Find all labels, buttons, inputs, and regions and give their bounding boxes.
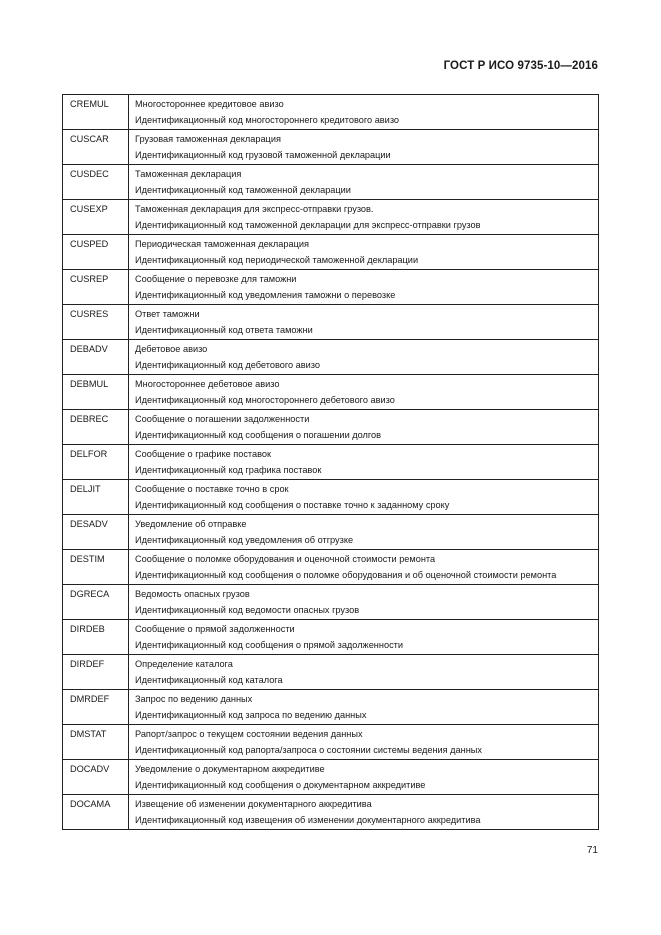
message-identifier: Идентификационный код уведомления таможни о перевозке xyxy=(135,289,396,300)
message-identifier: Идентификационный код сообщения о прямой задолженности xyxy=(135,639,403,650)
message-identifier: Идентификационный код графика поставок xyxy=(135,464,322,475)
message-description xyxy=(129,690,599,725)
message-name: Определение каталога xyxy=(135,659,233,669)
message-identifier: Идентификационный код дебетового авизо xyxy=(135,359,320,370)
table-body xyxy=(63,95,599,830)
message-code: CREMUL xyxy=(63,95,129,130)
table-row xyxy=(63,95,599,130)
message-identifier: Идентификационный код уведомления об отгрузке xyxy=(135,534,354,545)
table-row xyxy=(63,445,599,480)
message-code: DELFOR xyxy=(63,445,129,480)
message-name: Многостороннее дебетовое авизо xyxy=(135,379,280,389)
message-name: Ответ таможни xyxy=(135,309,200,319)
table-row xyxy=(63,270,599,305)
message-name: Ведомость опасных грузов xyxy=(135,589,250,599)
message-codes-table xyxy=(62,94,599,830)
message-identifier: Идентификационный код многостороннего кредитового авизо xyxy=(135,114,400,125)
message-description xyxy=(129,235,599,270)
message-name: Уведомление о документарном аккредитиве xyxy=(135,764,325,774)
message-description xyxy=(129,795,599,830)
message-description xyxy=(129,270,599,305)
message-description xyxy=(129,95,599,130)
message-description xyxy=(129,375,599,410)
page-number: 71 xyxy=(586,845,598,856)
message-name: Сообщение о перевозке для таможни xyxy=(135,274,297,284)
table-row xyxy=(63,795,599,830)
message-identifier: Идентификационный код каталога xyxy=(135,674,283,685)
message-description xyxy=(129,585,599,620)
table-row xyxy=(63,585,599,620)
message-name: Извещение об изменении документарного аккредитива xyxy=(135,799,372,809)
table-row xyxy=(63,655,599,690)
message-code: DGRECA xyxy=(63,585,129,620)
message-identifier: Идентификационный код запроса по ведению данных xyxy=(135,709,367,720)
message-identifier: Идентификационный код сообщения о поломке оборудования и об оценочной стоимости ремонта xyxy=(135,569,557,580)
table-row xyxy=(63,130,599,165)
message-name: Дебетовое авизо xyxy=(135,344,208,354)
table-row xyxy=(63,200,599,235)
message-description xyxy=(129,410,599,445)
message-code: DELJIT xyxy=(63,480,129,515)
table-row xyxy=(63,515,599,550)
message-description xyxy=(129,340,599,375)
message-description xyxy=(129,725,599,760)
message-description xyxy=(129,515,599,550)
message-identifier: Идентификационный код сообщения о документарном аккредитиве xyxy=(135,779,426,790)
message-name: Периодическая таможенная декларация xyxy=(135,239,309,249)
message-code: CUSEXP xyxy=(63,200,129,235)
message-identifier: Идентификационный код ответа таможни xyxy=(135,324,313,335)
message-code: DIRDEF xyxy=(63,655,129,690)
message-code: CUSCAR xyxy=(63,130,129,165)
message-identifier: Идентификационный код ведомости опасных грузов xyxy=(135,604,360,615)
message-description xyxy=(129,760,599,795)
document-header: ГОСТ Р ИСО 9735-10—2016 xyxy=(443,60,598,72)
message-identifier: Идентификационный код грузовой таможенной декларации xyxy=(135,149,391,160)
message-name: Грузовая таможенная декларация xyxy=(135,134,281,144)
message-name: Сообщение о графике поставок xyxy=(135,449,272,459)
table-row xyxy=(63,375,599,410)
table-row xyxy=(63,235,599,270)
message-code: DEBREC xyxy=(63,410,129,445)
message-identifier: Идентификационный код извещения об изменении документарного аккредитива xyxy=(135,814,481,825)
message-identifier: Идентификационный код таможенной декларации xyxy=(135,184,351,195)
table-row xyxy=(63,165,599,200)
message-description xyxy=(129,550,599,585)
message-description xyxy=(129,445,599,480)
message-code: DIRDEB xyxy=(63,620,129,655)
message-identifier: Идентификационный код многостороннего дебетового авизо xyxy=(135,394,395,405)
message-name: Таможенная декларация для экспресс-отправки грузов. xyxy=(135,204,374,214)
message-name: Рапорт/запрос о текущем состоянии ведения данных xyxy=(135,729,363,739)
message-code: DMRDEF xyxy=(63,690,129,725)
message-description xyxy=(129,200,599,235)
message-description xyxy=(129,655,599,690)
message-code: DESTIM xyxy=(63,550,129,585)
message-code: DOCADV xyxy=(63,760,129,795)
table-row xyxy=(63,760,599,795)
table-row xyxy=(63,620,599,655)
message-description xyxy=(129,480,599,515)
message-code: DOCAMA xyxy=(63,795,129,830)
message-code: CUSPED xyxy=(63,235,129,270)
message-code: DMSTAT xyxy=(63,725,129,760)
message-identifier: Идентификационный код сообщения о поставке точно к заданному сроку xyxy=(135,499,450,510)
message-identifier: Идентификационный код периодической таможенной декларации xyxy=(135,254,419,265)
message-name: Таможенная декларация xyxy=(135,169,242,179)
table-row xyxy=(63,305,599,340)
table-row xyxy=(63,690,599,725)
message-code: CUSDEC xyxy=(63,165,129,200)
message-code: DEBADV xyxy=(63,340,129,375)
message-code: CUSREP xyxy=(63,270,129,305)
table-row xyxy=(63,410,599,445)
table-row xyxy=(63,550,599,585)
message-code: DESADV xyxy=(63,515,129,550)
message-name: Сообщение о поставке точно в срок xyxy=(135,484,289,494)
message-name: Уведомление об отправке xyxy=(135,519,247,529)
message-description xyxy=(129,165,599,200)
message-name: Многостороннее кредитовое авизо xyxy=(135,99,284,109)
message-code: DEBMUL xyxy=(63,375,129,410)
message-description xyxy=(129,305,599,340)
message-code: CUSRES xyxy=(63,305,129,340)
message-name: Сообщение о прямой задолженности xyxy=(135,624,295,634)
message-identifier: Идентификационный код таможенной декларации для экспресс-отправки грузов xyxy=(135,219,481,230)
table-row xyxy=(63,340,599,375)
table-row xyxy=(63,725,599,760)
table-row xyxy=(63,480,599,515)
message-name: Сообщение о поломке оборудования и оценочной стоимости ремонта xyxy=(135,554,436,564)
message-identifier: Идентификационный код рапорта/запроса о состоянии системы ведения данных xyxy=(135,744,482,755)
message-description xyxy=(129,620,599,655)
message-description xyxy=(129,130,599,165)
message-name: Запрос по ведению данных xyxy=(135,694,253,704)
message-name: Сообщение о погашении задолженности xyxy=(135,414,310,424)
message-identifier: Идентификационный код сообщения о погашении долгов xyxy=(135,429,382,440)
